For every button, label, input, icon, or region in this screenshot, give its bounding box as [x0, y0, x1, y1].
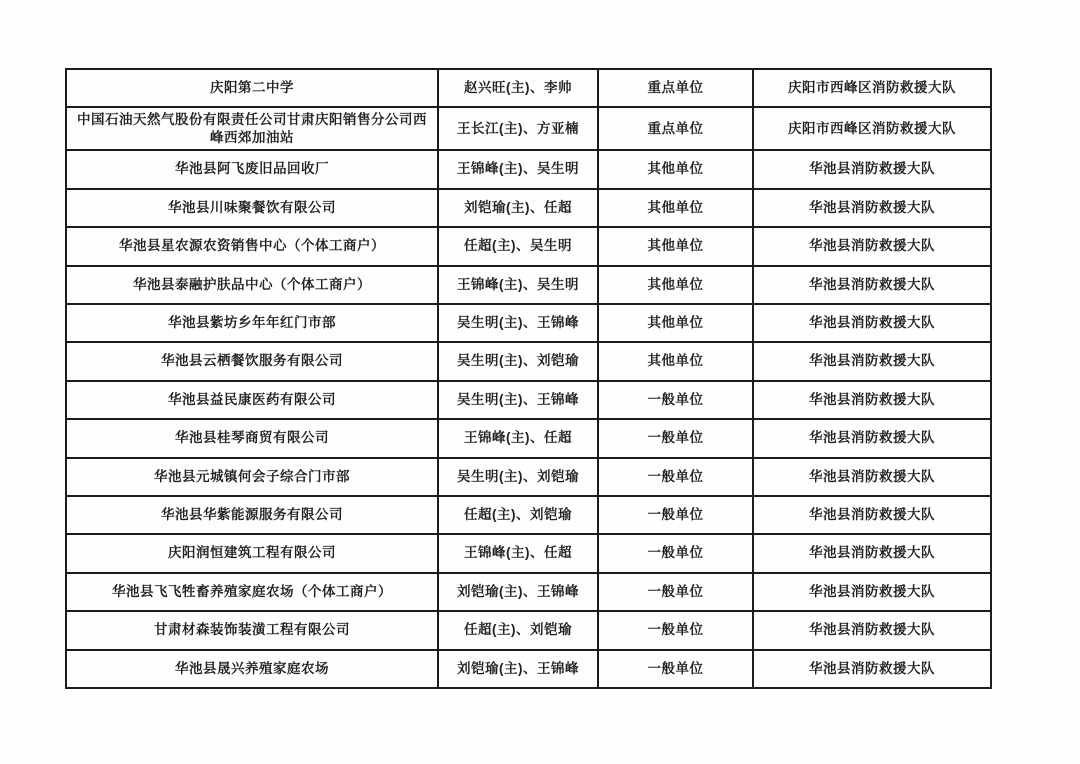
grid-members-cell: 王锦峰(主)、吴生明: [438, 150, 598, 188]
brigade-cell: 华池县消防救援大队: [753, 189, 991, 227]
brigade-cell: 华池县消防救援大队: [753, 650, 991, 688]
table-row: [66, 227, 991, 265]
unit-name-cell: 华池县川味聚餐饮有限公司: [66, 189, 438, 227]
grid-members-cell: 王锦峰(主)、任超: [438, 534, 598, 572]
table-row: [66, 381, 991, 419]
unit-category-cell: 其他单位: [598, 342, 753, 380]
brigade-cell: 华池县消防救援大队: [753, 534, 991, 572]
table-row: [66, 650, 991, 688]
unit-category-cell: 一般单位: [598, 381, 753, 419]
grid-members-cell: 王锦峰(主)、吴生明: [438, 266, 598, 304]
grid-members-cell: 吴生明(主)、王锦峰: [438, 304, 598, 342]
brigade-cell: 华池县消防救援大队: [753, 342, 991, 380]
table-row: [66, 573, 991, 611]
unit-category-cell: 一般单位: [598, 573, 753, 611]
grid-members-cell: 刘铠瑜(主)、王锦峰: [438, 573, 598, 611]
unit-category-cell: 其他单位: [598, 266, 753, 304]
table-row: [66, 342, 991, 380]
brigade-cell: 华池县消防救援大队: [753, 150, 991, 188]
unit-category-cell: 一般单位: [598, 650, 753, 688]
table-row: [66, 496, 991, 534]
table-row: [66, 107, 991, 150]
unit-name-cell: 华池县阿飞废旧品回收厂: [66, 150, 438, 188]
unit-category-cell: 重点单位: [598, 69, 753, 107]
brigade-cell: 华池县消防救援大队: [753, 496, 991, 534]
unit-category-cell: 一般单位: [598, 496, 753, 534]
brigade-cell: 华池县消防救援大队: [753, 573, 991, 611]
unit-category-cell: 其他单位: [598, 227, 753, 265]
unit-category-cell: 一般单位: [598, 458, 753, 496]
grid-members-cell: 刘铠瑜(主)、任超: [438, 189, 598, 227]
brigade-cell: 华池县消防救援大队: [753, 381, 991, 419]
brigade-cell: 庆阳市西峰区消防救援大队: [753, 69, 991, 107]
unit-name-cell: 华池县益民康医药有限公司: [66, 381, 438, 419]
unit-name-cell: 华池县华紫能源服务有限公司: [66, 496, 438, 534]
fire-safety-units-table: [65, 68, 992, 689]
unit-category-cell: 其他单位: [598, 150, 753, 188]
brigade-cell: 华池县消防救援大队: [753, 266, 991, 304]
unit-category-cell: 一般单位: [598, 611, 753, 649]
table-row: [66, 534, 991, 572]
unit-name-cell: 华池县紫坊乡年年红门市部: [66, 304, 438, 342]
table-row: [66, 611, 991, 649]
brigade-cell: 华池县消防救援大队: [753, 304, 991, 342]
grid-members-cell: 任超(主)、刘铠瑜: [438, 496, 598, 534]
brigade-cell: 华池县消防救援大队: [753, 458, 991, 496]
unit-name-cell: 华池县泰融护肤品中心（个体工商户）: [66, 266, 438, 304]
table-row: [66, 458, 991, 496]
unit-name-cell: 华池县飞飞牲畜养殖家庭农场（个体工商户）: [66, 573, 438, 611]
grid-members-cell: 王锦峰(主)、任超: [438, 419, 598, 457]
unit-name-cell: 华池县云栖餐饮服务有限公司: [66, 342, 438, 380]
unit-name-cell: 甘肃材森装饰装潢工程有限公司: [66, 611, 438, 649]
table-row: [66, 419, 991, 457]
unit-name-cell: 庆阳第二中学: [66, 69, 438, 107]
unit-name-cell: 中国石油天然气股份有限责任公司甘肃庆阳销售分公司西峰西郊加油站: [66, 107, 438, 150]
grid-members-cell: 任超(主)、吴生明: [438, 227, 598, 265]
grid-members-cell: 赵兴旺(主)、李帅: [438, 69, 598, 107]
grid-members-cell: 任超(主)、刘铠瑜: [438, 611, 598, 649]
unit-category-cell: 一般单位: [598, 534, 753, 572]
unit-name-cell: 华池县星农源农资销售中心（个体工商户）: [66, 227, 438, 265]
brigade-cell: 庆阳市西峰区消防救援大队: [753, 107, 991, 150]
grid-members-cell: 吴生明(主)、刘铠瑜: [438, 342, 598, 380]
grid-members-cell: 王长江(主)、方亚楠: [438, 107, 598, 150]
table-row: [66, 304, 991, 342]
unit-category-cell: 一般单位: [598, 419, 753, 457]
unit-name-cell: 华池县桂琴商贸有限公司: [66, 419, 438, 457]
brigade-cell: 华池县消防救援大队: [753, 419, 991, 457]
grid-members-cell: 刘铠瑜(主)、王锦峰: [438, 650, 598, 688]
brigade-cell: 华池县消防救援大队: [753, 611, 991, 649]
unit-name-cell: 华池县元城镇何会子综合门市部: [66, 458, 438, 496]
table-row: [66, 69, 991, 107]
grid-members-cell: 吴生明(主)、王锦峰: [438, 381, 598, 419]
table-row: [66, 266, 991, 304]
grid-members-cell: 吴生明(主)、刘铠瑜: [438, 458, 598, 496]
brigade-cell: 华池县消防救援大队: [753, 227, 991, 265]
unit-name-cell: 华池县晟兴养殖家庭农场: [66, 650, 438, 688]
unit-name-cell: 庆阳润恒建筑工程有限公司: [66, 534, 438, 572]
unit-category-cell: 其他单位: [598, 189, 753, 227]
unit-category-cell: 重点单位: [598, 107, 753, 150]
table-row: [66, 150, 991, 188]
table-row: [66, 189, 991, 227]
unit-category-cell: 其他单位: [598, 304, 753, 342]
